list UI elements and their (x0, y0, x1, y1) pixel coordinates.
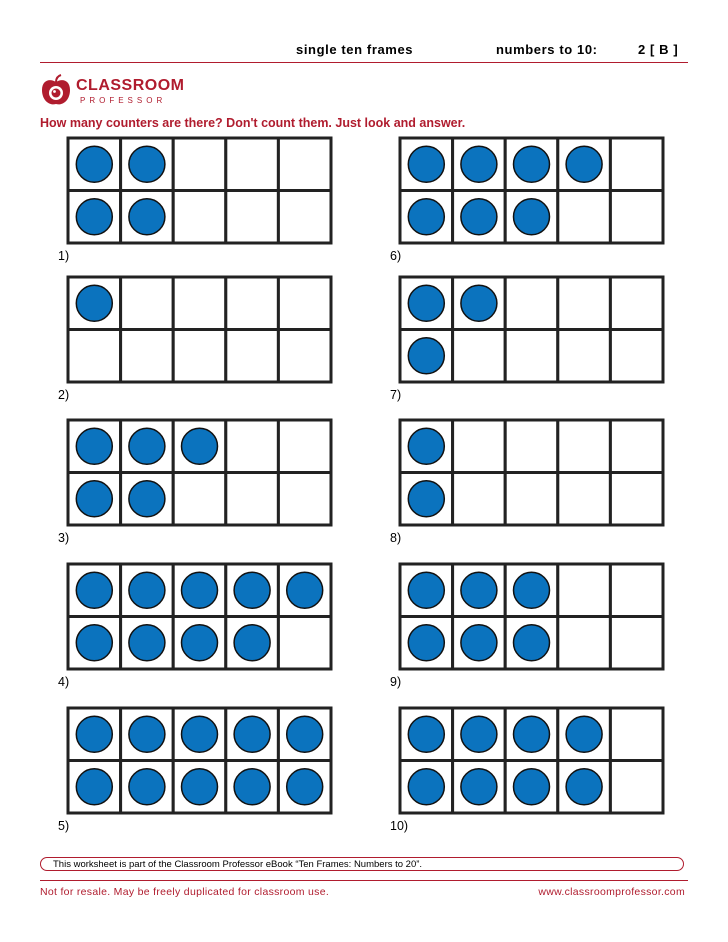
ten-frame-grid (66, 706, 334, 816)
question-number: 8) (390, 531, 402, 545)
counter-dot (129, 716, 165, 752)
worksheet-subtitle: numbers to 10: (496, 42, 598, 57)
footer-notice: Not for resale. May be freely duplicated for classroom use. (40, 886, 330, 898)
counter-dot (129, 428, 165, 464)
frame-cell (226, 191, 279, 244)
header-divider (40, 62, 688, 63)
ten-frame (398, 706, 664, 812)
frame-cell (610, 473, 663, 526)
instruction-text: How many counters are there? Don't count them. Just look and answer. (40, 116, 466, 130)
counter-dot (566, 716, 602, 752)
frame-cell (505, 473, 558, 526)
counter-dot (76, 146, 112, 182)
frame-cell (121, 330, 174, 383)
frame-cell (68, 330, 121, 383)
frame-cell (173, 138, 226, 191)
counter-dot (76, 572, 112, 608)
counter-dot (408, 285, 444, 321)
frame-cell (558, 277, 611, 330)
counter-dot (76, 481, 112, 517)
logo-subname: PROFESSOR (80, 96, 167, 105)
ten-frame (66, 136, 332, 242)
question-number: 4) (58, 675, 70, 689)
counter-dot (76, 716, 112, 752)
frame-cell (610, 617, 663, 670)
frame-cell (226, 138, 279, 191)
frame-cell (610, 277, 663, 330)
counter-dot (514, 625, 550, 661)
question-number: 6) (390, 249, 402, 263)
counter-dot (129, 146, 165, 182)
counter-dot (287, 572, 323, 608)
question-number: 3) (58, 531, 70, 545)
frame-cell (278, 420, 331, 473)
footer-website: www.classroomprofessor.com (538, 886, 685, 898)
counter-dot (129, 572, 165, 608)
question-number: 5) (58, 819, 70, 833)
counter-dot (514, 716, 550, 752)
counter-dot (408, 199, 444, 235)
counter-dot (234, 769, 270, 805)
counter-dot (566, 769, 602, 805)
worksheet-code: 2 [ B ] (638, 42, 679, 57)
frame-cell (226, 420, 279, 473)
counter-dot (129, 481, 165, 517)
counter-dot (461, 625, 497, 661)
ebook-note: This worksheet is part of the Classroom Professor eBook “Ten Frames: Numbers to 20”. (53, 859, 423, 870)
ten-frame (398, 136, 664, 242)
counter-dot (76, 625, 112, 661)
footer-divider (40, 880, 688, 881)
counter-dot (408, 716, 444, 752)
ten-frame (66, 562, 332, 668)
frame-cell (558, 473, 611, 526)
frame-cell (610, 420, 663, 473)
frame-cell (610, 191, 663, 244)
counter-dot (182, 428, 218, 464)
counter-dot (129, 769, 165, 805)
counter-dot (76, 199, 112, 235)
question-number: 2) (58, 388, 70, 402)
frame-cell (226, 330, 279, 383)
counter-dot (182, 769, 218, 805)
frame-cell (610, 708, 663, 761)
ten-frame-grid (398, 136, 666, 246)
frame-cell (121, 277, 174, 330)
counter-dot (461, 769, 497, 805)
counter-dot (461, 716, 497, 752)
ten-frame (66, 418, 332, 524)
frame-cell (226, 277, 279, 330)
logo-name: CLASSROOM (76, 77, 185, 94)
frame-cell (610, 330, 663, 383)
frame-cell (278, 191, 331, 244)
ten-frame-grid (66, 562, 334, 672)
counter-dot (408, 769, 444, 805)
counter-dot (566, 146, 602, 182)
frame-cell (173, 191, 226, 244)
frame-cell (278, 138, 331, 191)
question-number: 9) (390, 675, 402, 689)
counter-dot (408, 481, 444, 517)
frame-cell (610, 761, 663, 814)
counter-dot (461, 572, 497, 608)
counter-dot (182, 625, 218, 661)
frame-cell (610, 138, 663, 191)
frame-cell (173, 330, 226, 383)
counter-dot (76, 428, 112, 464)
counter-dot (129, 199, 165, 235)
counter-dot (234, 625, 270, 661)
counter-dot (287, 769, 323, 805)
frame-cell (505, 330, 558, 383)
counter-dot (408, 338, 444, 374)
ten-frame-grid (398, 418, 666, 528)
ebook-note-box (40, 857, 684, 871)
counter-dot (408, 572, 444, 608)
counter-dot (514, 572, 550, 608)
frame-cell (505, 277, 558, 330)
counter-dot (234, 572, 270, 608)
frame-cell (505, 420, 558, 473)
counter-dot (514, 146, 550, 182)
counter-dot (514, 199, 550, 235)
counter-dot (408, 625, 444, 661)
frame-cell (558, 617, 611, 670)
counter-dot (408, 146, 444, 182)
frame-cell (610, 564, 663, 617)
ten-frame-grid (66, 275, 334, 385)
frame-cell (173, 473, 226, 526)
ten-frame (398, 562, 664, 668)
counter-dot (461, 146, 497, 182)
counter-dot (76, 769, 112, 805)
counter-dot (182, 572, 218, 608)
counter-dot (514, 769, 550, 805)
frame-cell (558, 420, 611, 473)
counter-dot (461, 285, 497, 321)
frame-cell (558, 191, 611, 244)
frame-cell (278, 277, 331, 330)
apple-logo-icon (40, 74, 72, 108)
frame-cell (278, 473, 331, 526)
frame-cell (453, 473, 506, 526)
frame-cell (558, 330, 611, 383)
counter-dot (408, 428, 444, 464)
ten-frame-grid (66, 418, 334, 528)
ten-frame-grid (398, 706, 666, 816)
ten-frame (66, 275, 332, 381)
ten-frame (398, 418, 664, 524)
counter-dot (76, 285, 112, 321)
ten-frame-grid (398, 275, 666, 385)
frame-cell (173, 277, 226, 330)
counter-dot (129, 625, 165, 661)
ten-frame (398, 275, 664, 381)
worksheet-title: single ten frames (296, 42, 414, 57)
frame-cell (453, 330, 506, 383)
logo (40, 74, 185, 110)
counter-dot (461, 199, 497, 235)
ten-frame-grid (66, 136, 334, 246)
question-number: 10) (390, 819, 409, 833)
frame-cell (226, 473, 279, 526)
counter-dot (182, 716, 218, 752)
counter-dot (234, 716, 270, 752)
question-number: 7) (390, 388, 402, 402)
question-number: 1) (58, 249, 70, 263)
frame-cell (558, 564, 611, 617)
ten-frame (66, 706, 332, 812)
counter-dot (287, 716, 323, 752)
frame-cell (278, 330, 331, 383)
ten-frame-grid (398, 562, 666, 672)
frame-cell (453, 420, 506, 473)
frame-cell (278, 617, 331, 670)
